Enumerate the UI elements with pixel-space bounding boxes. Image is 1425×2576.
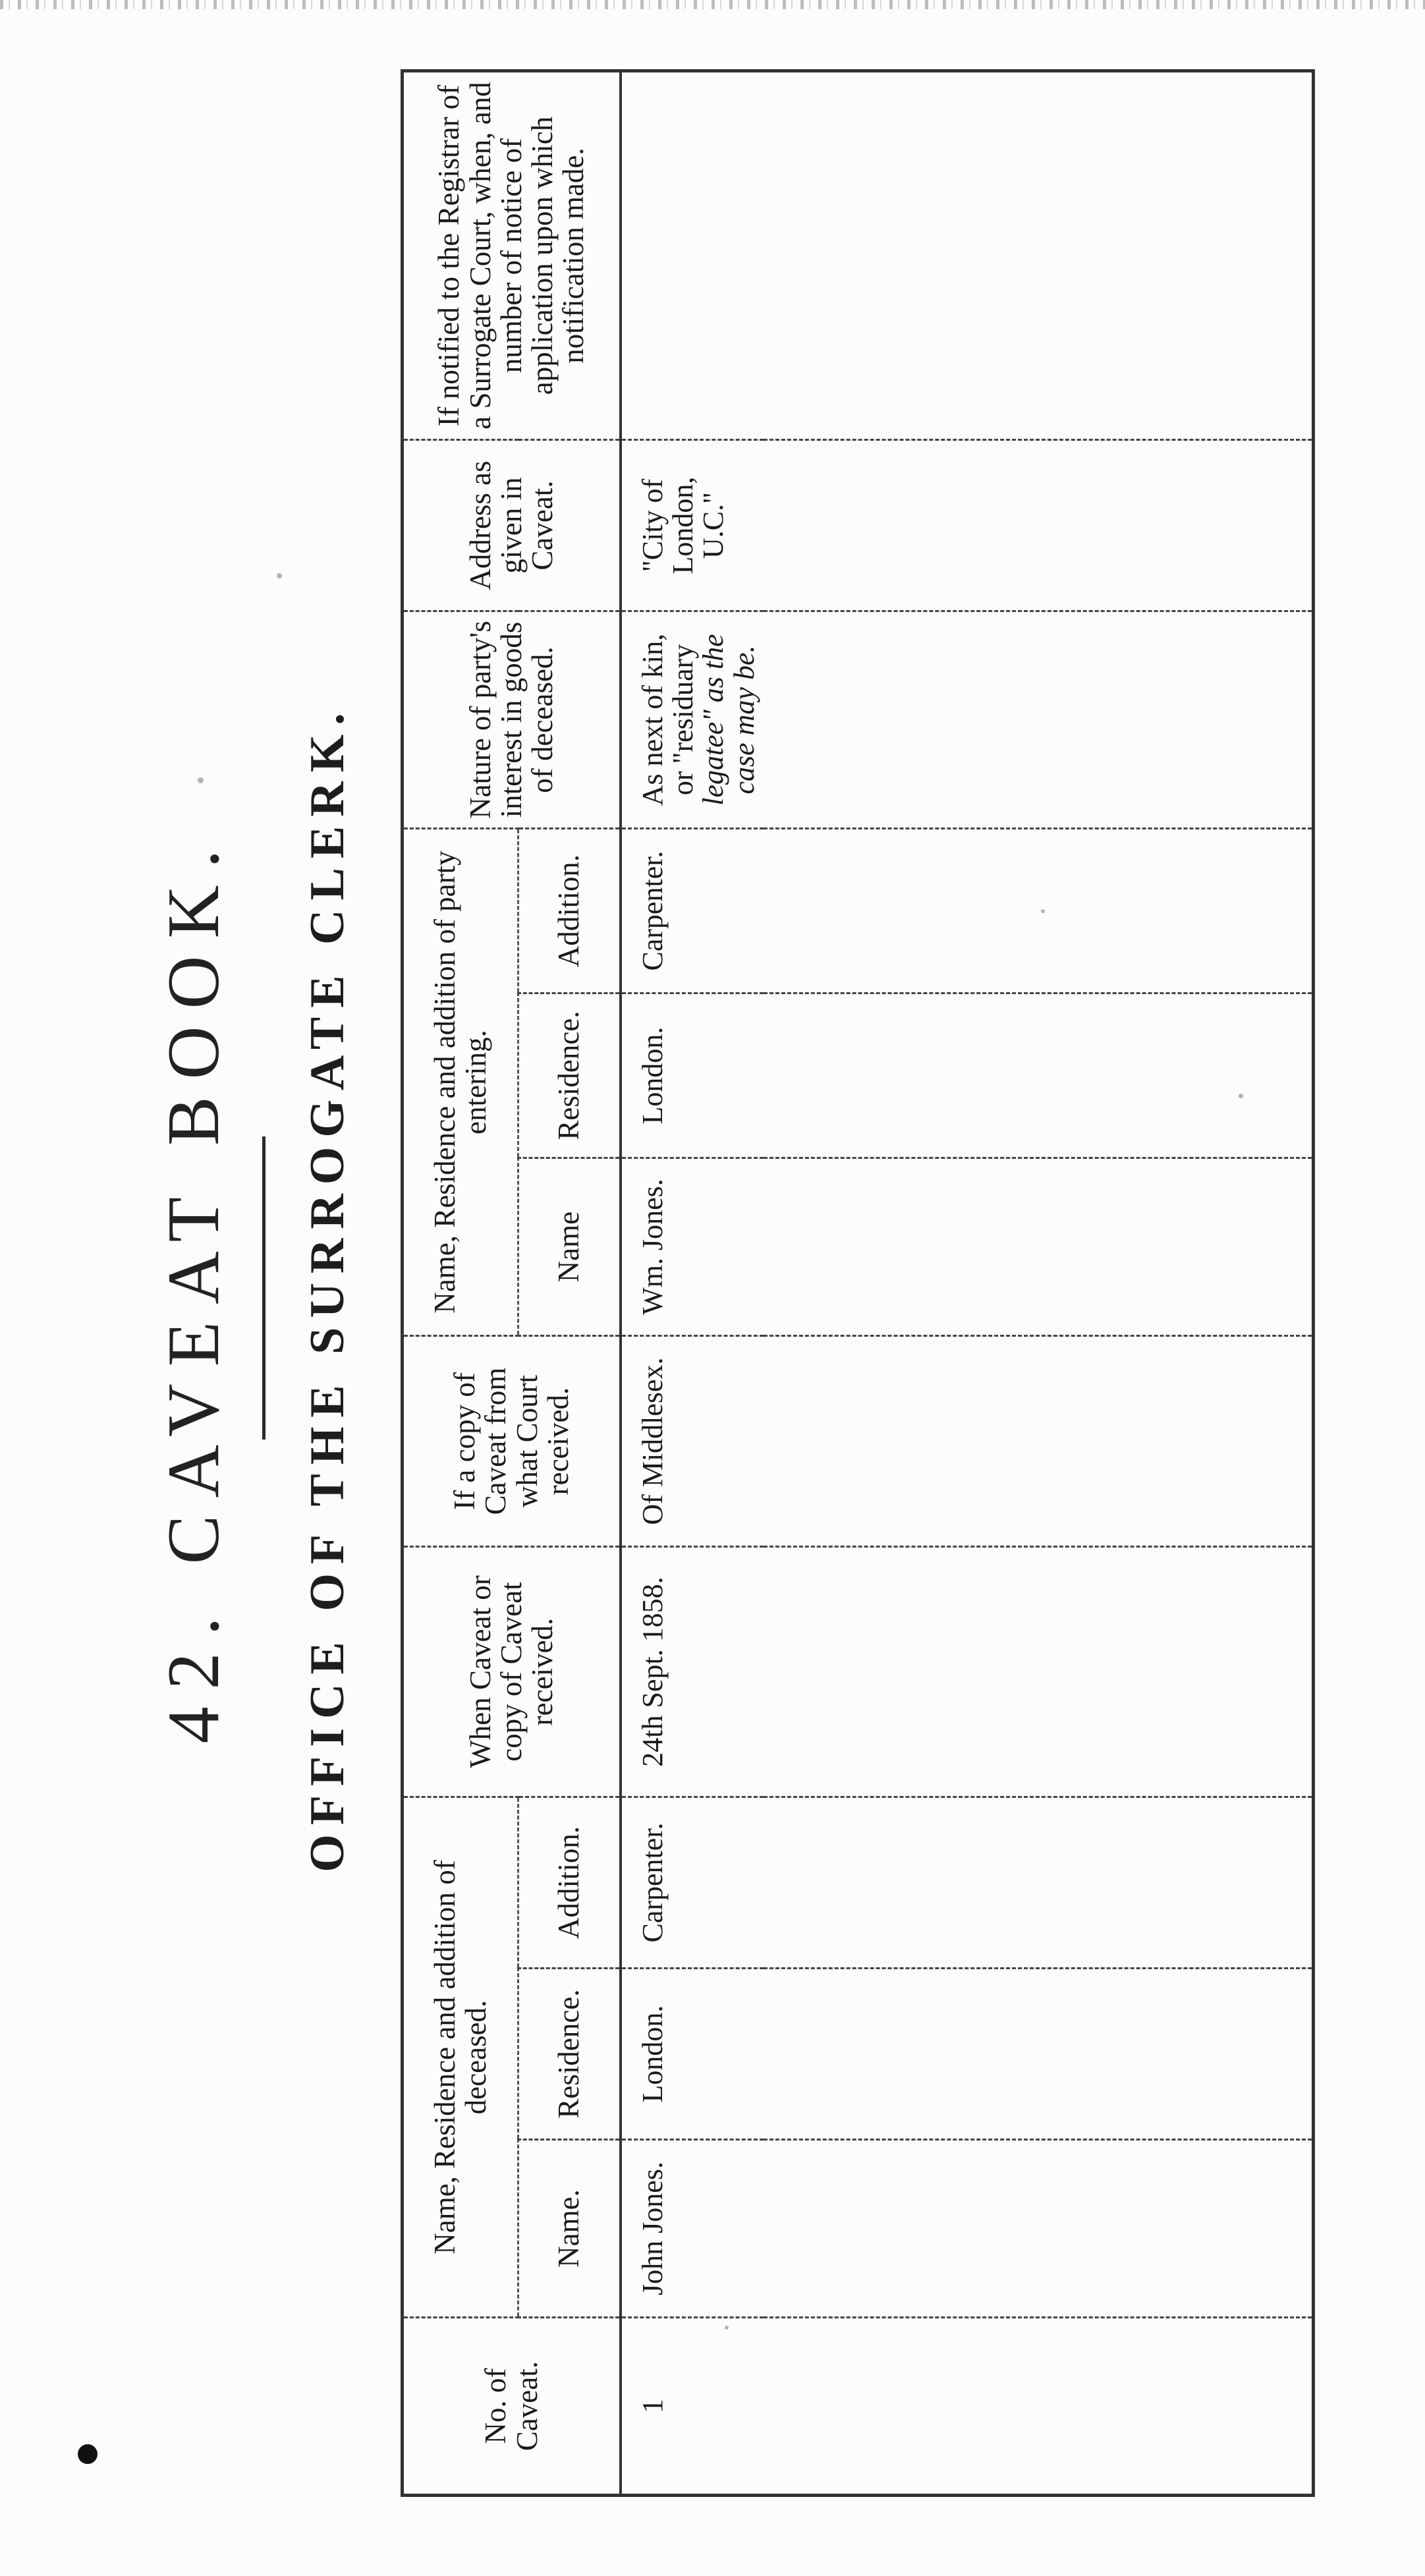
cell-deceased-name: John Jones. — [621, 2140, 764, 2318]
header-when-received: When Caveat or copy of Caveat received. — [403, 1547, 621, 1797]
cell-notified-registrar — [621, 71, 764, 440]
header-no-of-caveat: No. of Caveat. — [403, 2318, 621, 2496]
cell-party-residence: London. — [621, 994, 764, 1158]
header-deceased-residence: Residence. — [518, 1969, 621, 2140]
title-rule — [262, 1136, 265, 1440]
header-notified-registrar: If notified to the Registrar of a Surrogate Court, when, and number of notice of application upon which notification made. — [403, 71, 621, 440]
cell-party-addition: Carpenter. — [621, 829, 764, 994]
page-title: 42. CAVEAT BOOK. — [153, 832, 235, 1744]
nature-line-b: legatee" as the case may be. — [697, 634, 760, 806]
table-row — [621, 71, 764, 2496]
cell-party-name: Wm. Jones. — [621, 1158, 764, 1336]
nature-line-a: As next of kin, or "residuary — [636, 633, 700, 806]
cell-address-in-caveat: "City of London, U.C." — [621, 440, 764, 611]
header-nature-of-interest: Nature of party's interest in goods of deceased. — [403, 611, 621, 829]
table-row-blank — [764, 71, 1314, 2496]
header-party-residence: Residence. — [518, 994, 621, 1158]
header-row-groups — [403, 71, 518, 2496]
header-deceased-addition: Addition. — [518, 1797, 621, 1969]
header-group-deceased: Name, Residence and addition of deceased. — [403, 1797, 518, 2318]
header-group-party: Name, Residence and addition of party entering. — [403, 829, 518, 1336]
cell-copy-from-court: Of Middlesex. — [621, 1336, 764, 1547]
header-party-name: Name — [518, 1158, 621, 1336]
header-deceased-name: Name. — [518, 2140, 621, 2318]
cell-deceased-addition: Carpenter. — [621, 1797, 764, 1969]
header-address-in-caveat: Address as given in Caveat. — [403, 440, 621, 611]
header-party-addition: Addition. — [518, 829, 621, 994]
cell-deceased-residence: London. — [621, 1969, 764, 2140]
cell-when-received: 24th Sept. 1858. — [621, 1547, 764, 1797]
page-subtitle: OFFICE OF THE SURROGATE CLERK. — [300, 704, 354, 1872]
header-copy-from-court: If a copy of Caveat from what Court received. — [403, 1336, 621, 1547]
cell-no: 1 — [621, 2318, 764, 2496]
caveat-ledger-table — [401, 69, 1315, 2497]
cell-nature-of-interest — [621, 611, 764, 829]
